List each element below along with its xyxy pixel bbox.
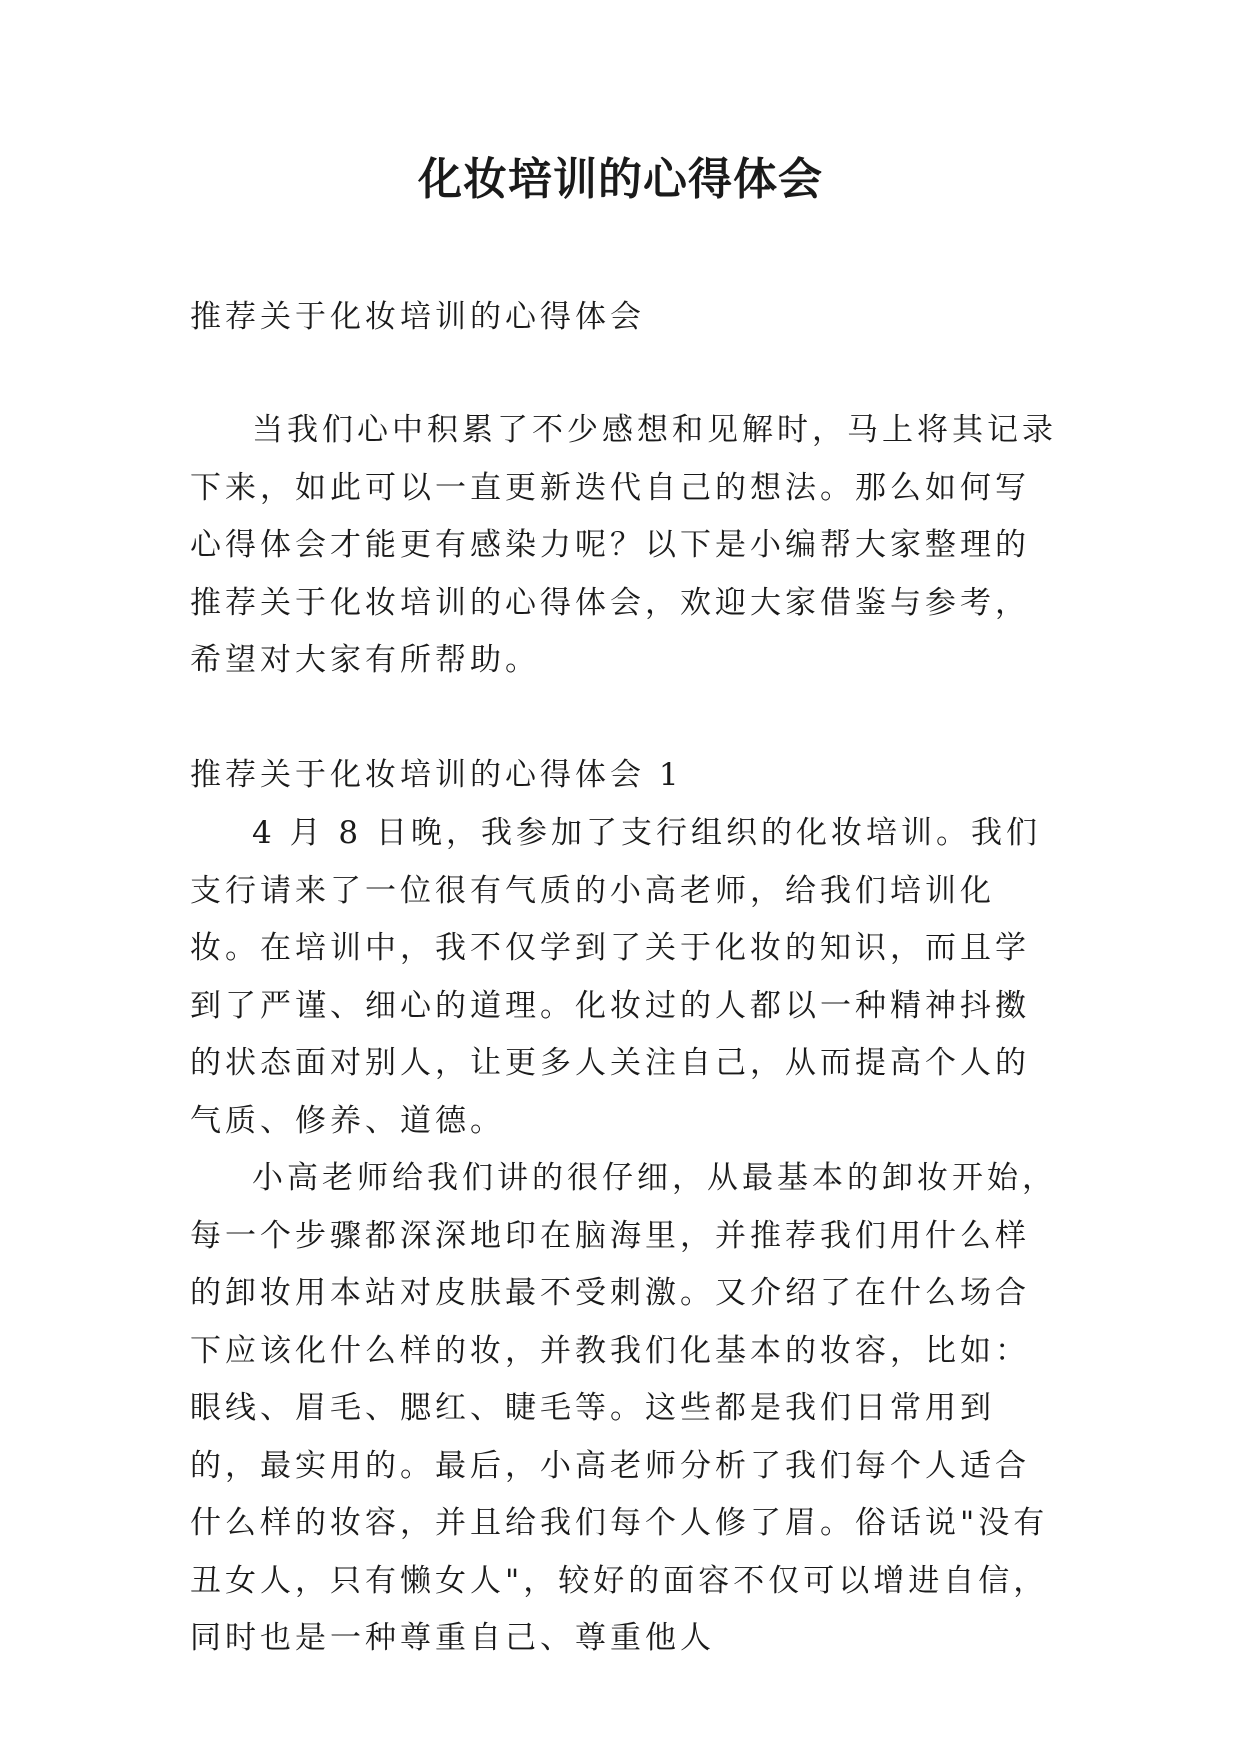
- body-paragraph: 小高老师给我们讲的很仔细，从最基本的卸妆开始，每一个步骤都深深地印在脑海里，并推荐我们用什么样的卸妆用本站对皮肤最不受刺激。又介绍了在什么场合下应该化什么样的妆，并教我们化基本的妆容，比如：眼线、眉毛、腮红、睫毛等。这些都是我们日常用到的，最实用的。最后，小高老师分析了我们每个人适合什么样的妆容，并且给我们每个人修了眉。俗话说"没有丑女人，只有懒女人"，较好的面容不仅可以增进自信，同时也是一种尊重自己、尊重他人: [190, 1160, 1057, 1656]
- section-body: [190, 805, 1060, 1668]
- intro-paragraph: 当我们心中积累了不少感想和见解时，马上将其记录下来，如此可以一直更新迭代自己的想法。那么如何写心得体会才能更有感染力呢？以下是小编帮大家整理的推荐关于化妆培训的心得体会，欢迎大家借鉴与参考，希望对大家有所帮助。: [190, 412, 1057, 678]
- document-title: 化妆培训的心得体会: [418, 154, 823, 205]
- section-heading: 推荐关于化妆培训的心得体会 1: [190, 757, 683, 793]
- intro-section: [190, 402, 1060, 690]
- document-subtitle: 推荐关于化妆培训的心得体会: [190, 299, 645, 335]
- body-paragraph: 4 月 8 日晚，我参加了支行组织的化妆培训。我们支行请来了一位很有气质的小高老师，给我们培训化妆。在培训中，我不仅学到了关于化妆的知识，而且学到了严谨、细心的道理。化妆过的人都以一种精神抖擞的状态面对别人，让更多人关注自己，从而提高个人的气质、修养、道德。: [190, 815, 1042, 1139]
